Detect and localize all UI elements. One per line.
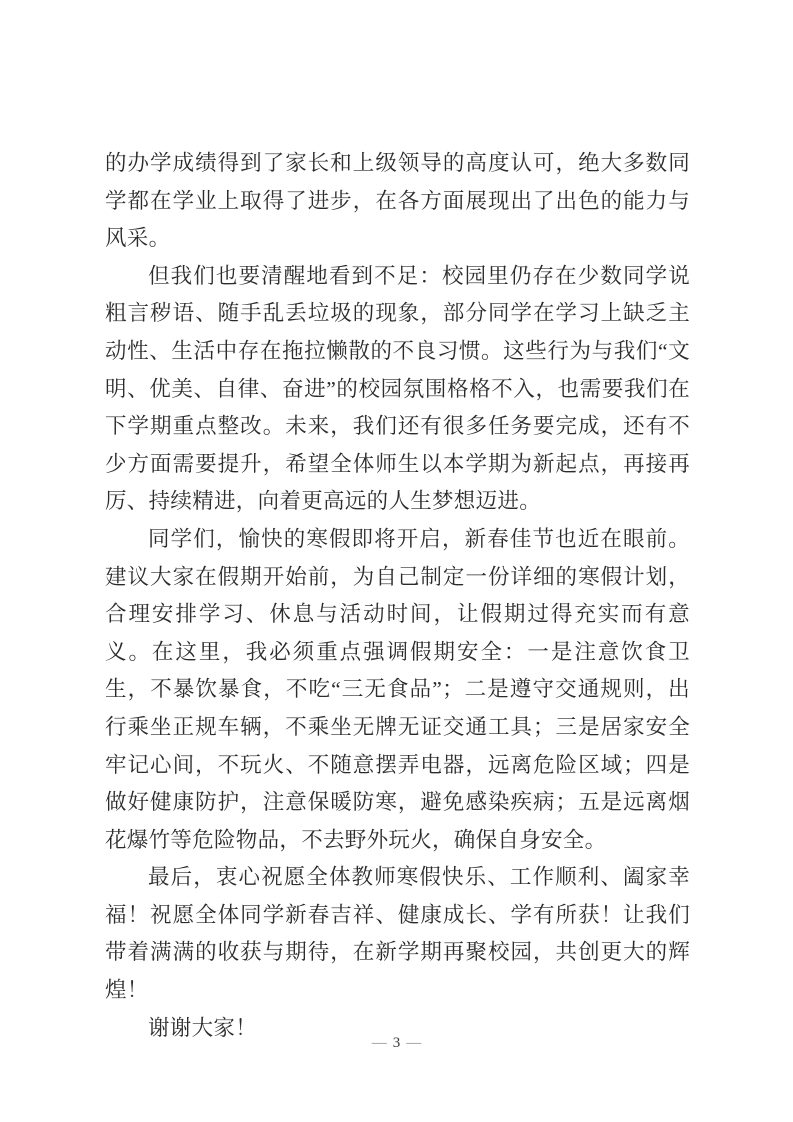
paragraph-vacation-safety: 同学们，愉快的寒假即将开启，新春佳节也近在眼前。建议大家在假期开始前，为自己制定一份详细的寒假计划，合理安排学习、休息与活动时间，让假期过得充实而有意义。在这里，我必须重点强调假期安全：一是注意饮食卫生，不暴饮暴食，不吃“三无食品”；二是遵守交通规则，出行乘坐正规车辆，不乘坐无牌无证交通工具；三是居家安全牢记心间，不玩火、不随意摆弄电器，远离危险区域；四是做好健康防护，注意保暖防寒，避免感染疾病；五是远离烟花爆竹等危险物品，不去野外玩火，确保自身安全。 [105,526,690,852]
paragraph-shortcomings: 但我们也要清醒地看到不足：校园里仍存在少数同学说粗言秽语、随手乱丢垃圾的现象，部分同学在学习上缺乏主动性、生活中存在拖拉懒散的不良习惯。这些行为与我们“文明、优美、自律、奋进”的校园氛围格格不入，也需要我们在下学期重点整改。未来，我们还有很多任务要完成，还有不少方面需要提升，希望全体师生以本学期为新起点，再接再厉、持续精进，向着更高远的人生梦想迈进。 [105,263,690,514]
page-footer [0,1032,793,1054]
page-number: 3 [392,1035,401,1051]
paragraph-continuation: 的办学成绩得到了家长和上级领导的高度认可，绝大多数同学都在学业上取得了进步，在各方面展现出了出色的能力与风采。 [105,151,690,251]
paragraph-wishes: 最后，衷心祝愿全体教师寒假快乐、工作顺利、阖家幸福！祝愿全体同学新春吉祥、健康成长、学有所获！让我们带着满满的收获与期待，在新学期再聚校园，共创更大的辉煌！ [105,865,690,1003]
paragraph-thanks: 谢谢大家！ [148,1015,258,1040]
footer-dash-left: — [371,1035,387,1051]
footer-dash-right: — [406,1035,422,1051]
document-body [105,145,690,1047]
